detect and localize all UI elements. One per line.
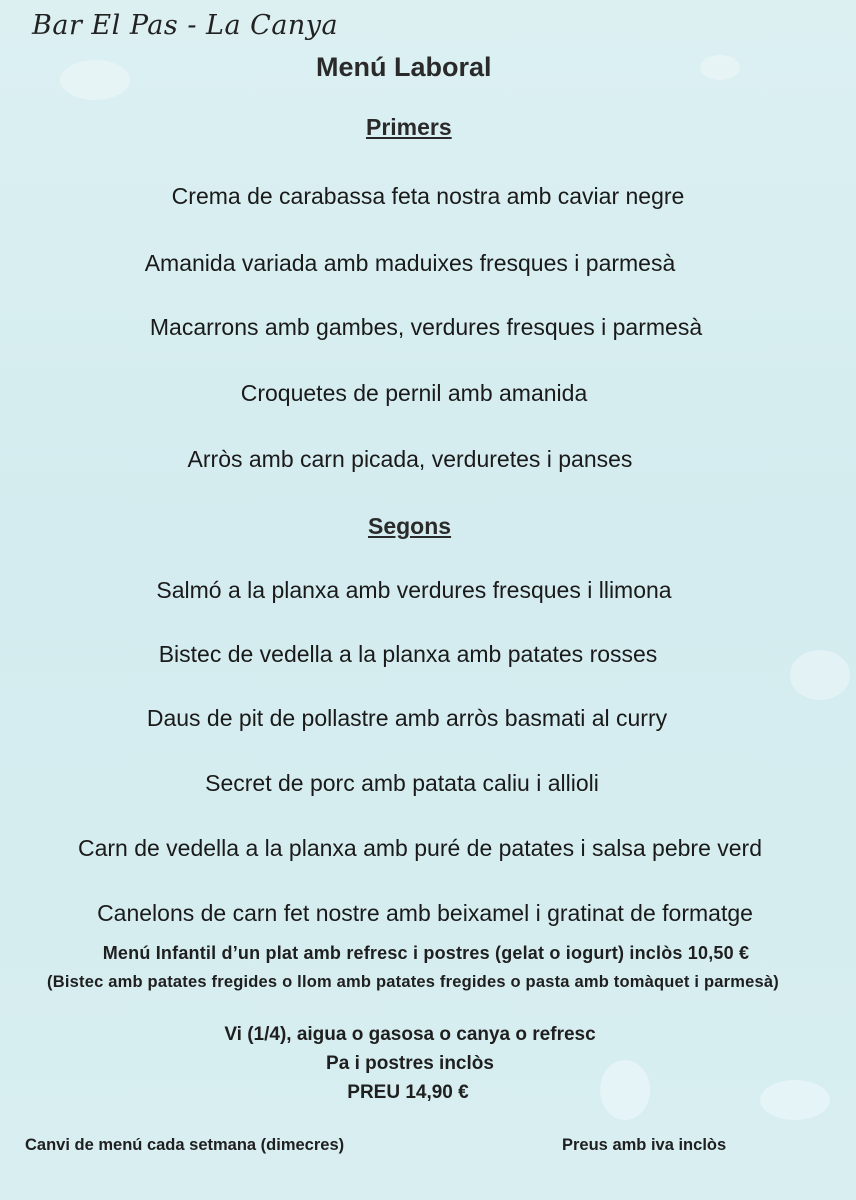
dish-item: Canelons de carn fet nostre amb beixamel i gratinat de formatge: [97, 900, 753, 926]
dish-item: Salmó a la planxa amb verdures fresques i llimona: [156, 577, 672, 603]
dish-item: Carn de vedella a la planxa amb puré de patates i salsa pebre verd: [77, 835, 763, 861]
tax-included-note: Preus amb iva inclòs: [562, 1136, 727, 1154]
menu-price: PREU 14,90 €: [347, 1082, 469, 1103]
dish-item: Bistec de vedella a la planxa amb patates rosses: [158, 641, 658, 667]
weekly-change-note: Canvi de menú cada setmana (dimecres): [25, 1136, 345, 1154]
kids-menu-line: Menú Infantil d’un plat amb refresc i postres (gelat o iogurt) inclòs 10,50 €: [102, 943, 750, 963]
dish-item: Secret de porc amb patata caliu i allioli: [205, 770, 599, 796]
restaurant-name: Bar El Pas - La Canya: [32, 10, 339, 41]
dish-item: Crema de carabassa feta nostra amb caviar negre: [171, 183, 685, 209]
included-drinks: Vi (1/4), aigua o gasosa o canya o refresc: [224, 1024, 596, 1045]
dish-item: Arròs amb carn picada, verduretes i panses: [187, 446, 633, 472]
dish-item: Croquetes de pernil amb amanida: [240, 380, 588, 406]
dish-item: Daus de pit de pollastre amb arròs basmati al curry: [146, 705, 668, 731]
included-bread-dessert: Pa i postres inclòs: [326, 1053, 494, 1074]
menu-title: Menú Laboral: [316, 52, 492, 82]
paper-smudge: [700, 55, 740, 80]
paper-smudge: [60, 60, 130, 100]
section-heading-primers: Primers: [366, 114, 452, 140]
kids-menu-options: (Bistec amb patates fregides o llom amb patates fregides o pasta amb tomàquet i parmesà): [47, 973, 779, 991]
section-heading-segons: Segons: [368, 513, 452, 539]
dish-item: Macarrons amb gambes, verdures fresques i parmesà: [149, 314, 703, 340]
dish-item: Amanida variada amb maduixes fresques i parmesà: [144, 250, 676, 276]
